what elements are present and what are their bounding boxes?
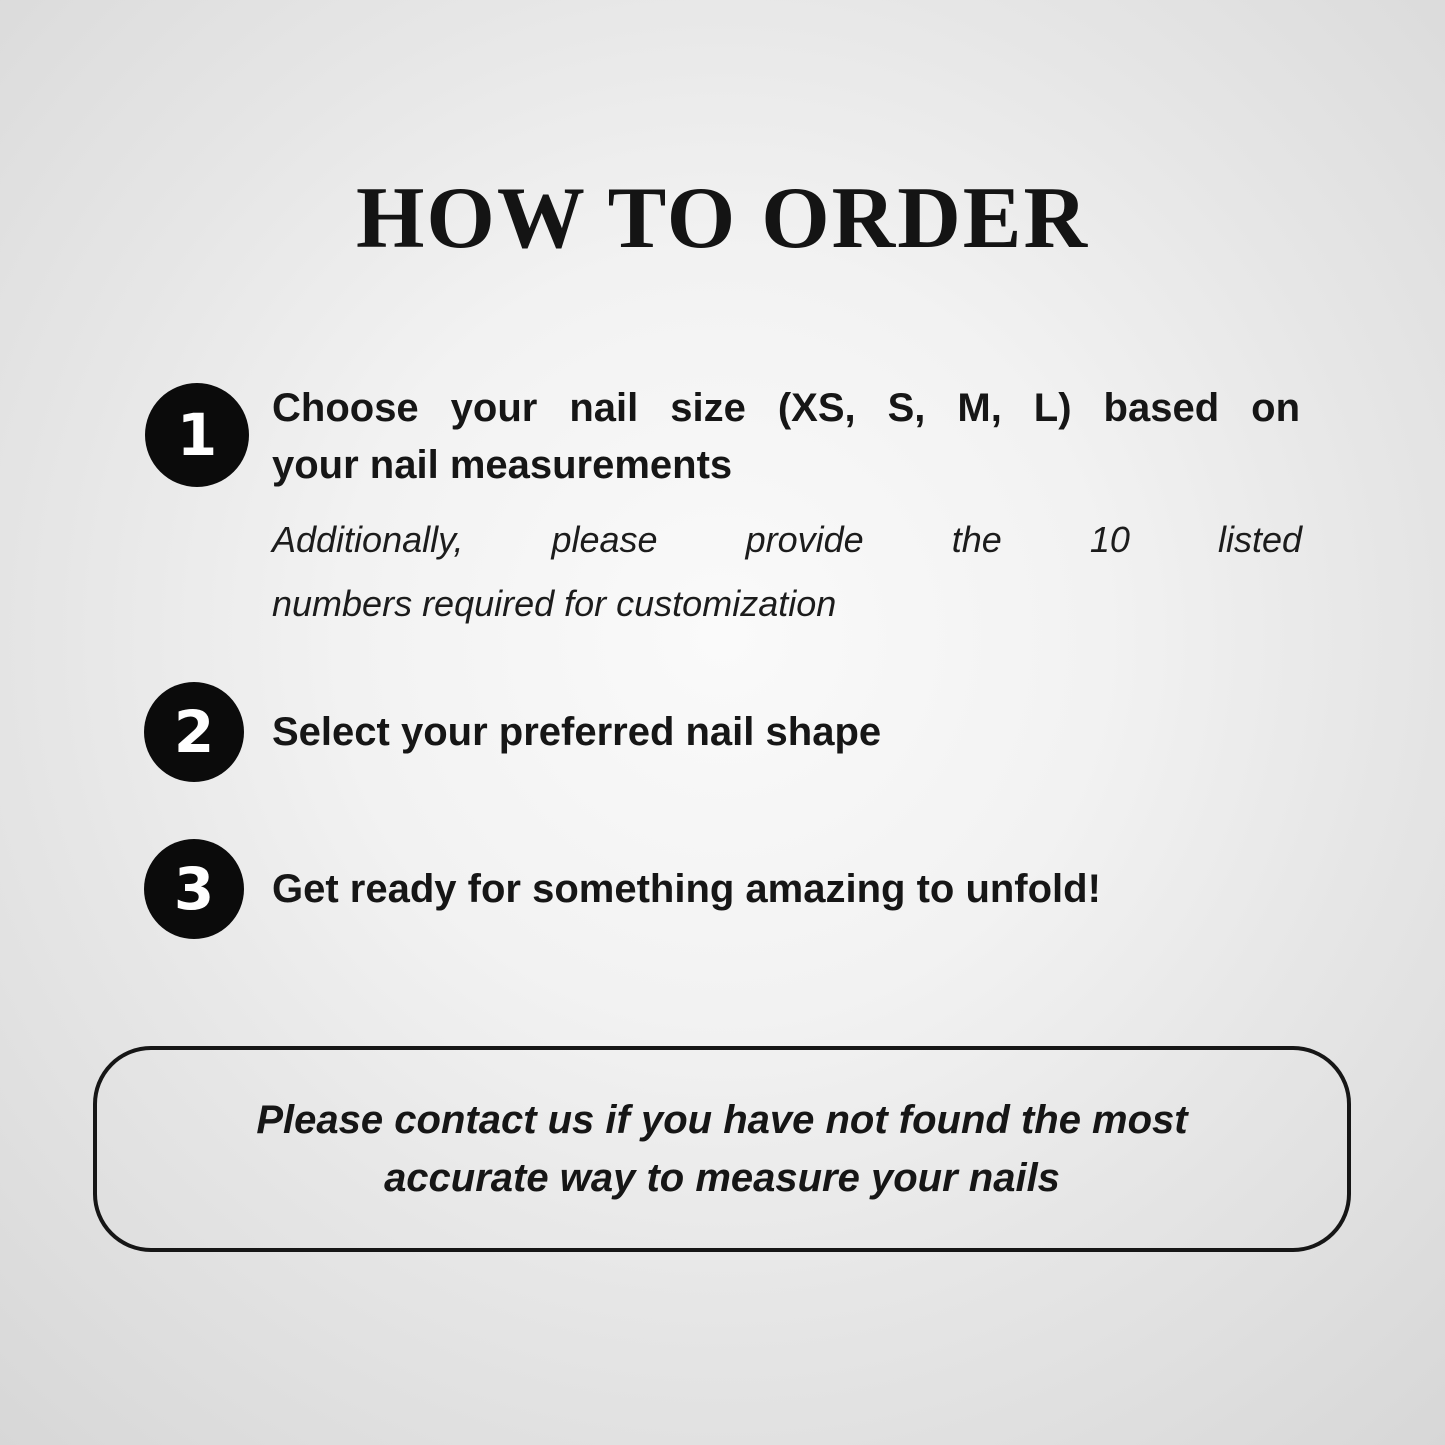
step-3-title bbox=[272, 839, 1300, 939]
step-3-number: 3 bbox=[173, 855, 215, 923]
step-2-title-text: Select your preferred nail shape bbox=[272, 709, 882, 754]
step-1-title-line2: your nail measurements bbox=[272, 443, 733, 487]
step-2-number: 2 bbox=[173, 698, 215, 766]
step-3-number-badge bbox=[144, 839, 244, 939]
contact-note-line2: accurate way to measure your nails bbox=[384, 1156, 1060, 1200]
contact-note-text bbox=[256, 1091, 1187, 1207]
step-2-title bbox=[272, 682, 1300, 782]
step-1-number: 1 bbox=[176, 401, 218, 469]
step-1-title-line1: Choose your nail size (XS, S, M, L) based on bbox=[272, 386, 1300, 430]
step-1-note-line2: numbers required for customization bbox=[272, 583, 837, 624]
step-1-note-line1: Additionally, please provide the 10 listed bbox=[272, 519, 1302, 560]
step-1-title bbox=[272, 380, 1300, 494]
step-1-number-badge bbox=[145, 383, 249, 487]
step-3-title-text: Get ready for something amazing to unfold! bbox=[272, 866, 1101, 911]
contact-note-box bbox=[93, 1046, 1351, 1252]
page-title: HOW TO ORDER bbox=[355, 170, 1090, 267]
step-1-note bbox=[272, 508, 1302, 636]
step-2-number-badge bbox=[144, 682, 244, 782]
contact-note-line1: Please contact us if you have not found the most bbox=[256, 1098, 1188, 1142]
